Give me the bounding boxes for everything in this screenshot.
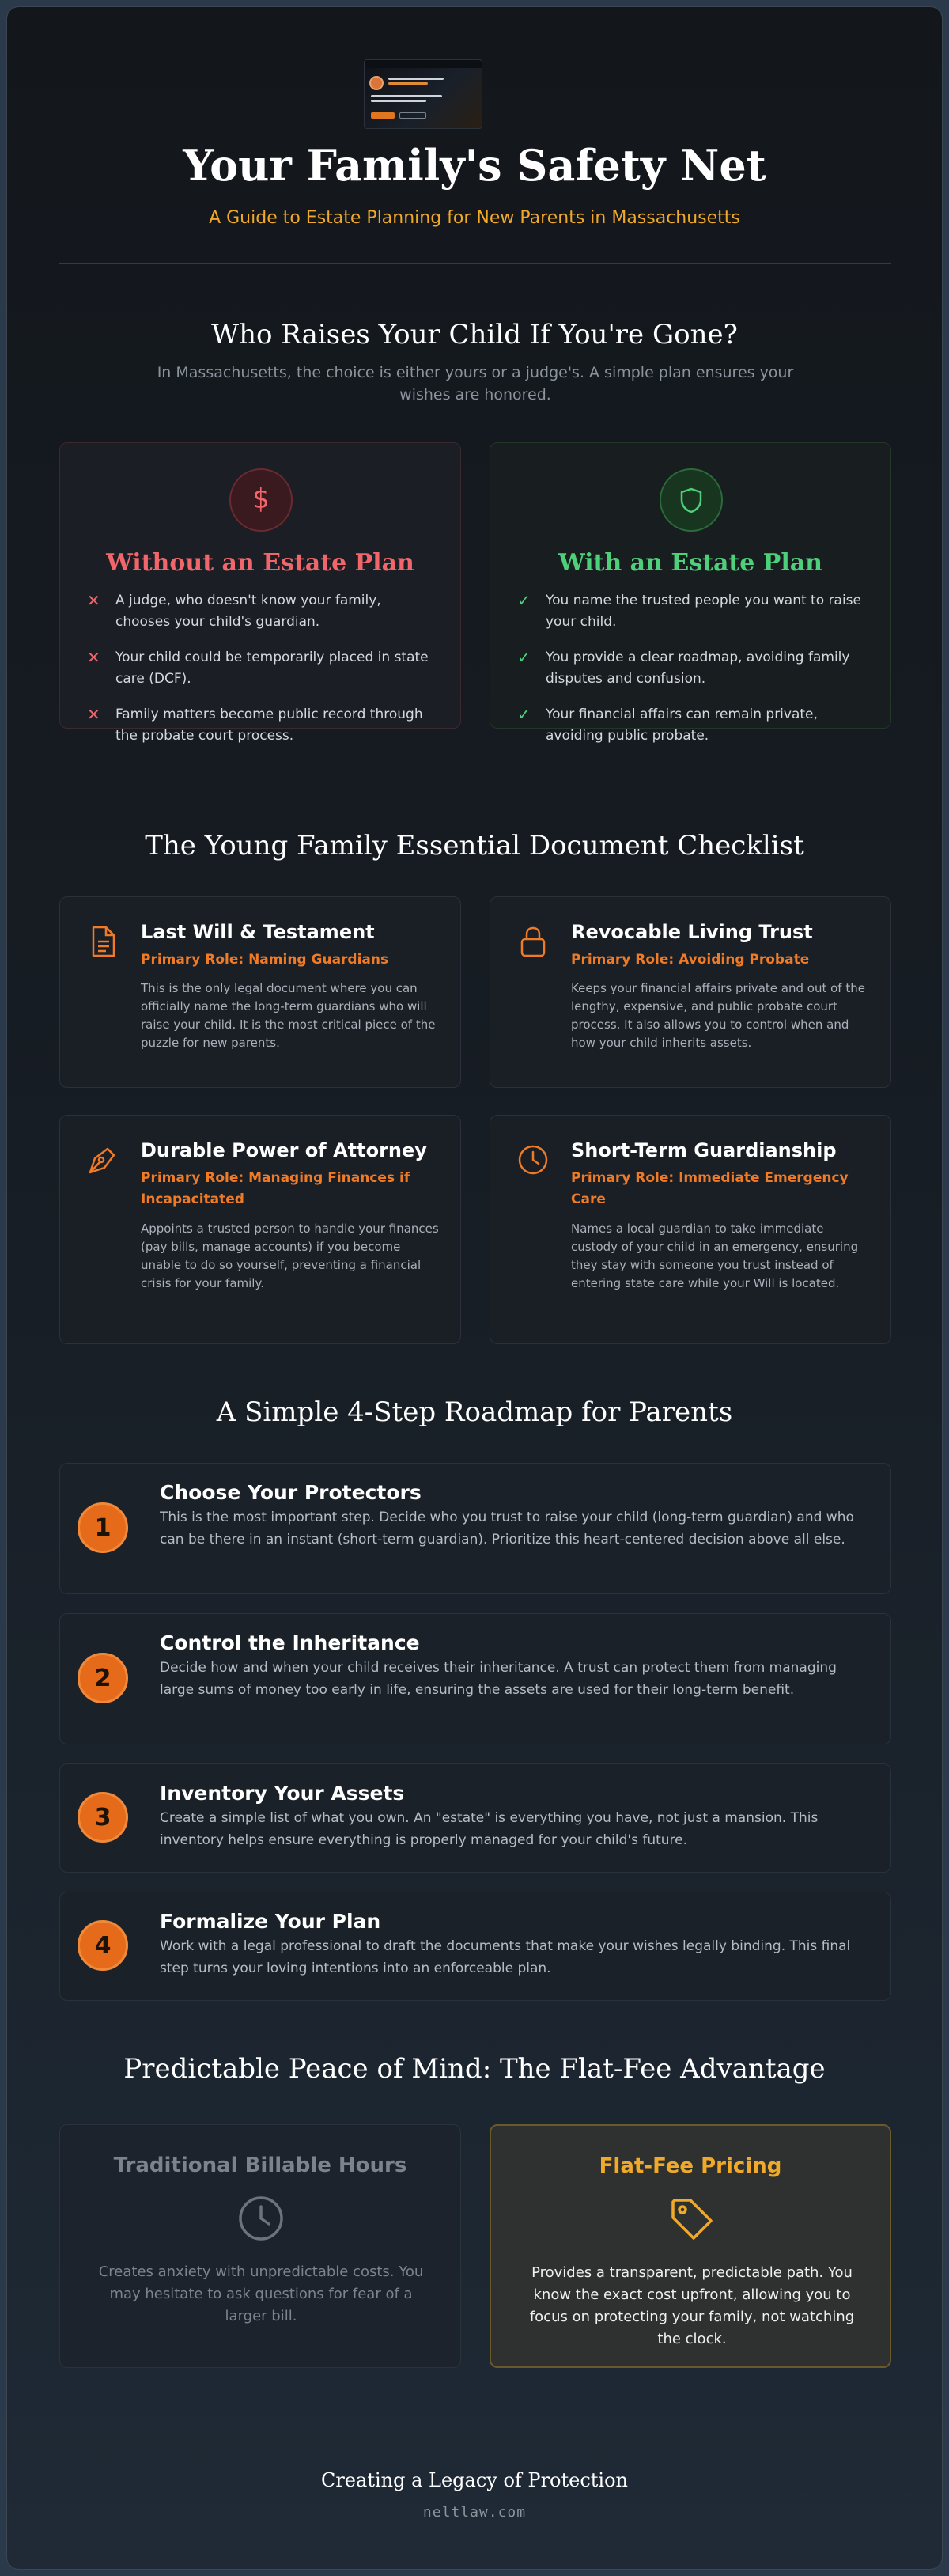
footer-tagline: Creating a Legacy of Protection <box>320 2469 629 2491</box>
x-icon: ✕ <box>87 705 100 724</box>
doc-title: Short-Term Guardianship <box>571 1139 837 1161</box>
section-heading-roadmap: A Simple 4-Step Roadmap for Parents <box>216 1396 733 1428</box>
shield-icon <box>660 468 723 532</box>
doc-desc: This is the only legal document where you can officially name the long-term guardians who will raise your child. It is the most critical piece of the puzzle for new parents. <box>141 981 436 1050</box>
doc-desc: Names a local guardian to take immediate custody of your child in an emergency, ensuring they stay with someone you trust instead of entering state care while your Will is located. <box>571 1222 859 1290</box>
list-item: ✕ A judge, who doesn't know your family, chooses your child's guardian. <box>87 591 381 630</box>
step-title: Control the Inheritance <box>160 1631 420 1654</box>
page-title: Your Family's Safety Net <box>183 140 766 191</box>
list-item: ✕ Family matters become public record through the probate court process. <box>87 705 423 744</box>
doc-role: Primary Role: Immediate Emergency Care <box>571 1170 849 1207</box>
doc-card-trust <box>490 896 891 1088</box>
doc-role: Primary Role: Naming Guardians <box>141 952 389 968</box>
doc-card-short-term <box>490 1115 891 1344</box>
doc-title: Last Will & Testament <box>141 921 375 943</box>
dollar-icon <box>229 468 293 532</box>
roadmap-step-3 <box>59 1763 891 1873</box>
flat-fee-title: Flat-Fee Pricing <box>599 2154 782 2178</box>
infographic-frame <box>6 6 943 2570</box>
divider <box>59 263 891 264</box>
list-item: ✓ Your financial affairs can remain private, avoiding public probate. <box>517 705 818 744</box>
section-heading-pricing: Predictable Peace of Mind: The Flat-Fee Advantage <box>123 2053 826 2085</box>
doc-card-poa <box>59 1115 461 1344</box>
price-tag-icon <box>667 2194 717 2245</box>
step-number: 4 <box>78 1920 128 1971</box>
document-icon <box>85 924 120 959</box>
list-item: ✕ Your child could be temporarily placed in state care (DCF). <box>87 648 429 687</box>
list-item: ✓ You name the trusted people you want to raise your child. <box>517 591 861 630</box>
check-icon: ✓ <box>517 591 531 610</box>
section-heading-checklist: The Young Family Essential Document Checklist <box>145 830 804 862</box>
section-lead-guardian: In Massachusetts, the choice is either yours or a judge's. A simple plan ensures your wishes are honored. <box>157 364 794 403</box>
billable-hours-text: Creates anxiety with unpredictable costs. You may hesitate to ask questions for fear of a larger bill. <box>98 2263 424 2324</box>
with-plan-title: With an Estate Plan <box>558 549 822 577</box>
doc-role: Primary Role: Avoiding Probate <box>571 952 810 968</box>
footer-site-link[interactable]: neltlaw.com <box>422 2504 527 2521</box>
section-heading-guardian: Who Raises Your Child If You're Gone? <box>211 319 738 350</box>
clock-icon <box>236 2193 286 2244</box>
page-subtitle: A Guide to Estate Planning for New Parents in Massachusetts <box>209 208 740 228</box>
doc-title: Revocable Living Trust <box>571 921 813 943</box>
doc-card-will <box>59 896 461 1088</box>
check-icon: ✓ <box>517 705 531 724</box>
roadmap-step-4 <box>59 1892 891 2001</box>
step-number: 2 <box>78 1653 128 1703</box>
roadmap-step-2 <box>59 1613 891 1744</box>
doc-title: Durable Power of Attorney <box>141 1139 427 1161</box>
roadmap-step-1 <box>59 1463 891 1594</box>
flat-fee-card <box>490 2124 891 2368</box>
step-title: Choose Your Protectors <box>160 1481 422 1504</box>
pen-icon <box>85 1142 120 1177</box>
step-text: Work with a legal professional to draft the documents that make your wishes legally binding. This final step turns your loving intentions into an enforceable plan. <box>160 1938 851 1976</box>
without-plan-title: Without an Estate Plan <box>106 549 414 577</box>
check-icon: ✓ <box>517 648 531 667</box>
list-item: ✓ You provide a clear roadmap, avoiding family disputes and confusion. <box>517 648 850 687</box>
x-icon: ✕ <box>87 648 100 667</box>
step-title: Formalize Your Plan <box>160 1910 381 1933</box>
doc-role: Primary Role: Managing Finances if Incapacitated <box>141 1170 410 1207</box>
step-number: 3 <box>78 1792 128 1843</box>
svg-text:$: $ <box>252 484 270 515</box>
doc-desc: Appoints a trusted person to handle your finances (pay bills, manage accounts) if you become unable to do so yourself, preventing a financial crisis for your family. <box>141 1222 439 1290</box>
step-text: Create a simple list of what you own. An "estate" is everything you have, not just a mansion. This inventory helps ensure everything is properly managed for your child's future. <box>160 1810 819 1848</box>
billable-hours-title: Traditional Billable Hours <box>113 2154 407 2177</box>
step-text: Decide how and when your child receives their inheritance. A trust can protect them from managing large sums of money too early in life, ensuring the assets are used for their long-term benefit. <box>160 1660 837 1698</box>
step-title: Inventory Your Assets <box>160 1782 405 1805</box>
billable-hours-card <box>59 2124 461 2368</box>
without-plan-card <box>59 442 461 744</box>
lock-icon <box>516 924 550 959</box>
with-plan-card <box>490 442 891 744</box>
step-number: 1 <box>78 1502 128 1553</box>
hero-screenshot-image <box>364 59 482 129</box>
doc-desc: Keeps your financial affairs private and out of the lengthy, expensive, and public probate court process. It also allows you to control when and how your child inherits assets. <box>571 981 865 1050</box>
flat-fee-text: Provides a transparent, predictable path. You know the exact cost upfront, allowing you to focus on protecting your family, not watching the clock. <box>529 2264 855 2347</box>
step-text: This is the most important step. Decide who you trust to raise your child (long-term guardian) and who can be there in an instant (short-term guardian). Prioritize this heart-centered decision above all else. <box>160 1510 854 1547</box>
x-icon: ✕ <box>87 591 100 610</box>
clock-icon <box>516 1142 550 1177</box>
